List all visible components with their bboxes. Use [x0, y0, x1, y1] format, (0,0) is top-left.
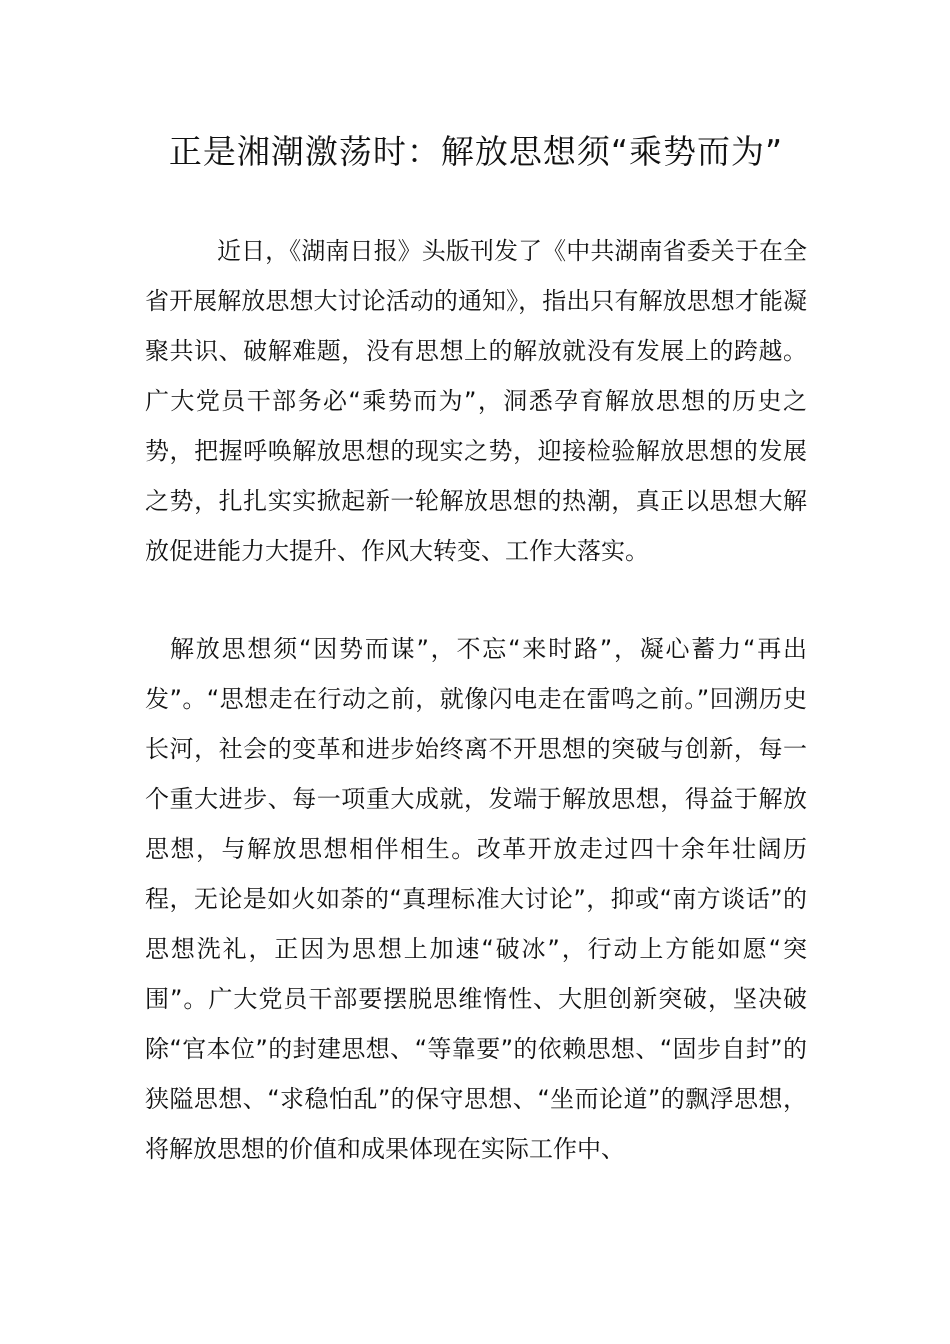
paragraph-1: 近日，《湖南日报》头版刊发了《中共湖南省委关于在全省开展解放思想大讨论活动的通知》，指出只有解放思想才能凝聚共识、破解难题，没有思想上的解放就没有发展上的跨越。广大党员干部务必“乘势而为”，洞悉孕育解放思想的历史之势，把握呼唤解放思想的现实之势，迎接检验解放思想的发展之势，扎扎实实掀起新一轮解放思想的热潮，真正以思想大解放促进能力大提升、作风大转变、工作大落实。	[145, 237, 807, 565]
document-title: 正是湘潮激荡时：解放思想须“乘势而为”	[168, 132, 784, 171]
paragraph-2: 解放思想须“因势而谋”，不忘“来时路”，凝心蓄力“再出发”。“思想走在行动之前，就像闪电走在雷鸣之前。”回溯历史长河，社会的变革和进步始终离不开思想的突破与创新，每一个重大进步、每一项重大成就，发端于解放思想，得益于解放思想，与解放思想相伴相生。改革开放走过四十余年壮阔历程，无论是如火如荼的“真理标准大讨论”，抑或“南方谈话”的思想洗礼，正因为思想上加速“破冰”，行动上方能如愿“突围”。广大党员干部要摆脱思维惰性、大胆创新突破，坚决破除“官本位”的封建思想、“等靠要”的依赖思想、“固步自封”的狭隘思想、“求稳怕乱”的保守思想、“坐而论道”的飘浮思想，将解放思想的价值和成果体现在实际工作中、	[145, 635, 807, 1163]
